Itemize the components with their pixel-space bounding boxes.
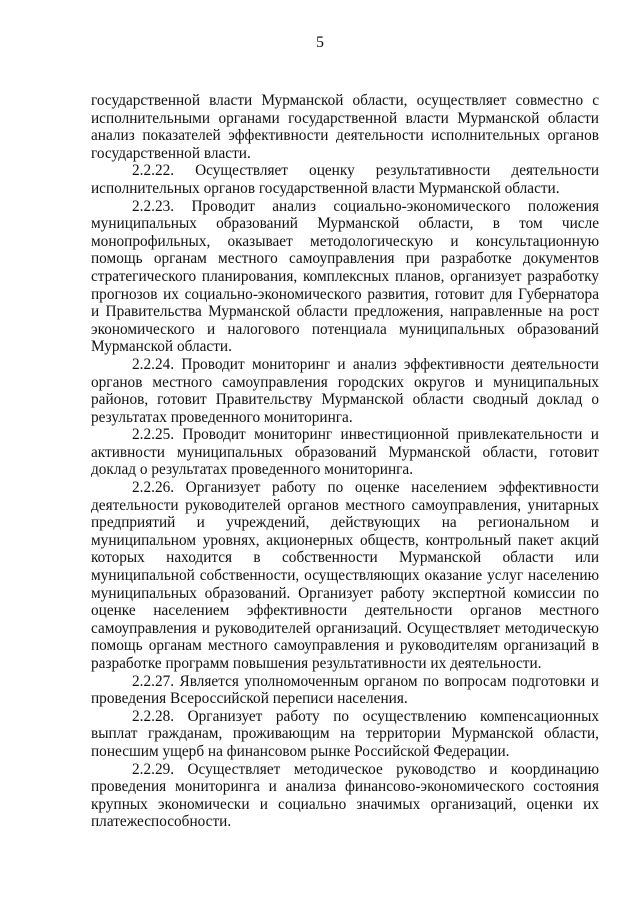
paragraph-2-2-25: 2.2.25. Проводит мониторинг инвестиционной привлекательности и активности муниципальных образований Мурманской области, готовит доклад о результатах проведенного мониторинга. [91, 426, 599, 479]
paragraph-2-2-24: 2.2.24. Проводит мониторинг и анализ эффективности деятельности органов местного самоуправления городских округов и муниципальных районов, готовит Правительству Мурманской области сводный доклад о результатах проведенного мониторинга. [91, 355, 599, 426]
page-number: 5 [316, 34, 324, 51]
paragraph-2-2-26: 2.2.26. Организует работу по оценке населением эффективности деятельности руководителей органов местного самоуправления, унитарных предприятий и учреждений, действующих на региональном и муниципальном уровнях, акционерных обществ, контрольный пакет акций которых находится в собственности Мурманской области или муниципальной собственности, осуществляющих оказание услуг населению муниципальных образований. Организует работу экспертной комиссии по оценке населением эффективности деятельности органов местного самоуправления и руководителей организаций. Осуществляет методическую помощь органам местного самоуправления и руководителям организаций в разработке программ повышения результативности их деятельности. [91, 479, 599, 672]
paragraph-2-2-28: 2.2.28. Организует работу по осуществлению компенсационных выплат гражданам, проживающим на территории Мурманской области, понесшим ущерб на финансовом рынке Российской Федерации. [91, 707, 599, 760]
paragraph-2-2-27: 2.2.27. Является уполномоченным органом по вопросам подготовки и проведения Всероссийской переписи населения. [91, 672, 599, 708]
document-body [91, 92, 599, 831]
paragraph-continuation: государственной власти Мурманской области, осуществляет совместно с исполнительными органами государственной власти Мурманской области анализ показателей эффективности деятельности исполнительных органов государственной власти. [91, 92, 599, 162]
paragraph-2-2-23: 2.2.23. Проводит анализ социально-экономического положения муниципальных образований Мурманской области, в том числе монопрофильных, оказывает методологическую и консультационную помощь органам местного самоуправления при разработке документов стратегического планирования, комплексных планов, организует разработку прогнозов их социально-экономического развития, готовит для Губернатора и Правительства Мурманской области предложения, направленные на рост экономического и налогового потенциала муниципальных образований Мурманской области. [91, 197, 599, 356]
paragraph-2-2-29: 2.2.29. Осуществляет методическое руководство и координацию проведения мониторинга и анализа финансово-экономического состояния крупных экономически и социально значимых организаций, оценки их платежеспособности. [91, 760, 599, 831]
paragraph-2-2-22: 2.2.22. Осуществляет оценку результативности деятельности исполнительных органов государственной власти Мурманской области. [91, 162, 599, 197]
